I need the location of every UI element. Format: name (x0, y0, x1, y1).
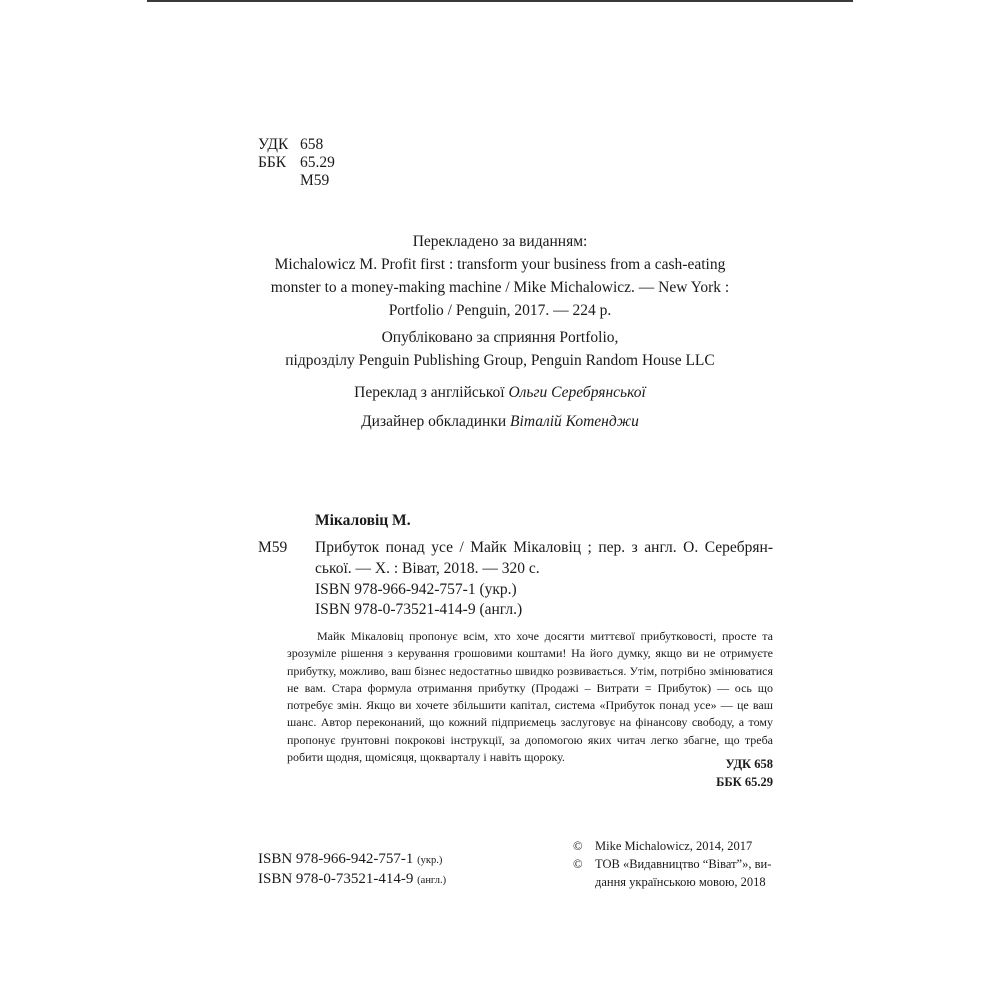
copyright-author (573, 838, 773, 856)
footer-isbn-ukr (258, 851, 442, 868)
copyright-publisher (573, 856, 773, 891)
footer-isbn-lang: (укр.) (417, 855, 443, 866)
card-description-line: ської. — Х. : Віват, 2018. — 320 с. (315, 560, 540, 577)
author-mark-row (258, 172, 335, 190)
udk-row (258, 136, 335, 154)
translated-heading: Перекладено за виданням: (412, 233, 588, 250)
translated-from-block (250, 230, 750, 322)
published-line: підрозділу Penguin Publishing Group, Penguin Random House LLC (285, 352, 715, 369)
bbk-row (258, 154, 335, 172)
footer-isbn-eng (258, 871, 446, 888)
published-line: Опубліковано за сприяння Portfolio, (381, 329, 619, 346)
card-author: Мікаловіц М. (315, 512, 411, 529)
copyright-publisher-line: ТОВ «Видавництво “Віват”», ви- (595, 857, 772, 871)
classification-codes (258, 136, 335, 190)
copyright-icon: © (573, 857, 583, 871)
designer-credit (250, 410, 750, 433)
source-line: Michalowicz M. Profit first : transform your business from a cash-eating (274, 256, 726, 273)
translator-prefix: Переклад з англійської (354, 384, 509, 401)
published-block (250, 326, 750, 372)
copyright-publisher-line: дання українською мовою, 2018 (595, 874, 766, 889)
translator-credit (250, 381, 750, 404)
udk-label: УДК (258, 136, 289, 153)
card-bbk: ББК 65.29 (716, 775, 773, 789)
designer-name: Віталій Котенджи (510, 413, 639, 430)
card-isbn-eng: ISBN 978-0-73521-414-9 (англ.) (315, 601, 523, 618)
translator-name: Ольги Серебрянської (508, 384, 646, 401)
copyright-author-text: Mike Michalowicz, 2014, 2017 (595, 839, 753, 853)
designer-prefix: Дизайнер обкладинки (361, 413, 511, 430)
udk-value: 658 (300, 136, 324, 153)
card-isbn-ukr: ISBN 978-966-942-757-1 (укр.) (315, 581, 517, 598)
card-author-mark: М59 (258, 539, 288, 556)
card-codes-right (573, 755, 773, 791)
footer-isbn-lang: (англ.) (417, 875, 447, 886)
copyright-icon: © (573, 839, 583, 853)
bbk-label: ББК (258, 154, 287, 171)
card-udk: УДК 658 (725, 757, 773, 771)
top-rule (147, 0, 853, 2)
footer-isbn-number: ISBN 978-0-73521-414-9 (258, 871, 414, 887)
bbk-value: 65.29 (300, 154, 335, 171)
card-description-line: Прибуток понад усе / Майк Мікаловіц ; пер. з англ. О. Серебрян- (315, 539, 773, 556)
author-mark: М59 (300, 172, 330, 189)
annotation-text: Майк Мікаловіц пропонує всім, хто хоче досягти миттєвої прибутковості, просте та зрозуміле рішення з керування грошовими коштами! На його думку, якщо ви не отримуєте прибутку, можливо, ваш бізнес недостатньо швидко розвивається. Утім, потрібно змінюватися не вам. Стара формула отримання прибутку (Продажі – Витрати = Прибуток) — ось що потребує змін. Якщо ви хочете збільшити капітал, система «Прибуток понад усе» — це ваш шанс. Автор переконаний, що кожний підприємець заслуговує на фінансову свободу, а тому пропонує ґрунтовні покрокові інструкції, за допомогою яких читач легко збагне, що треба робити щодня, щомісяця, щокварталу і навіть щороку. (287, 629, 773, 765)
source-line: monster to a money-making machine / Mike Michalowicz. — New York : (270, 279, 730, 296)
footer-isbn-number: ISBN 978-966-942-757-1 (258, 851, 414, 867)
source-line: Portfolio / Penguin, 2017. — 224 p. (388, 302, 612, 319)
annotation (287, 628, 773, 766)
